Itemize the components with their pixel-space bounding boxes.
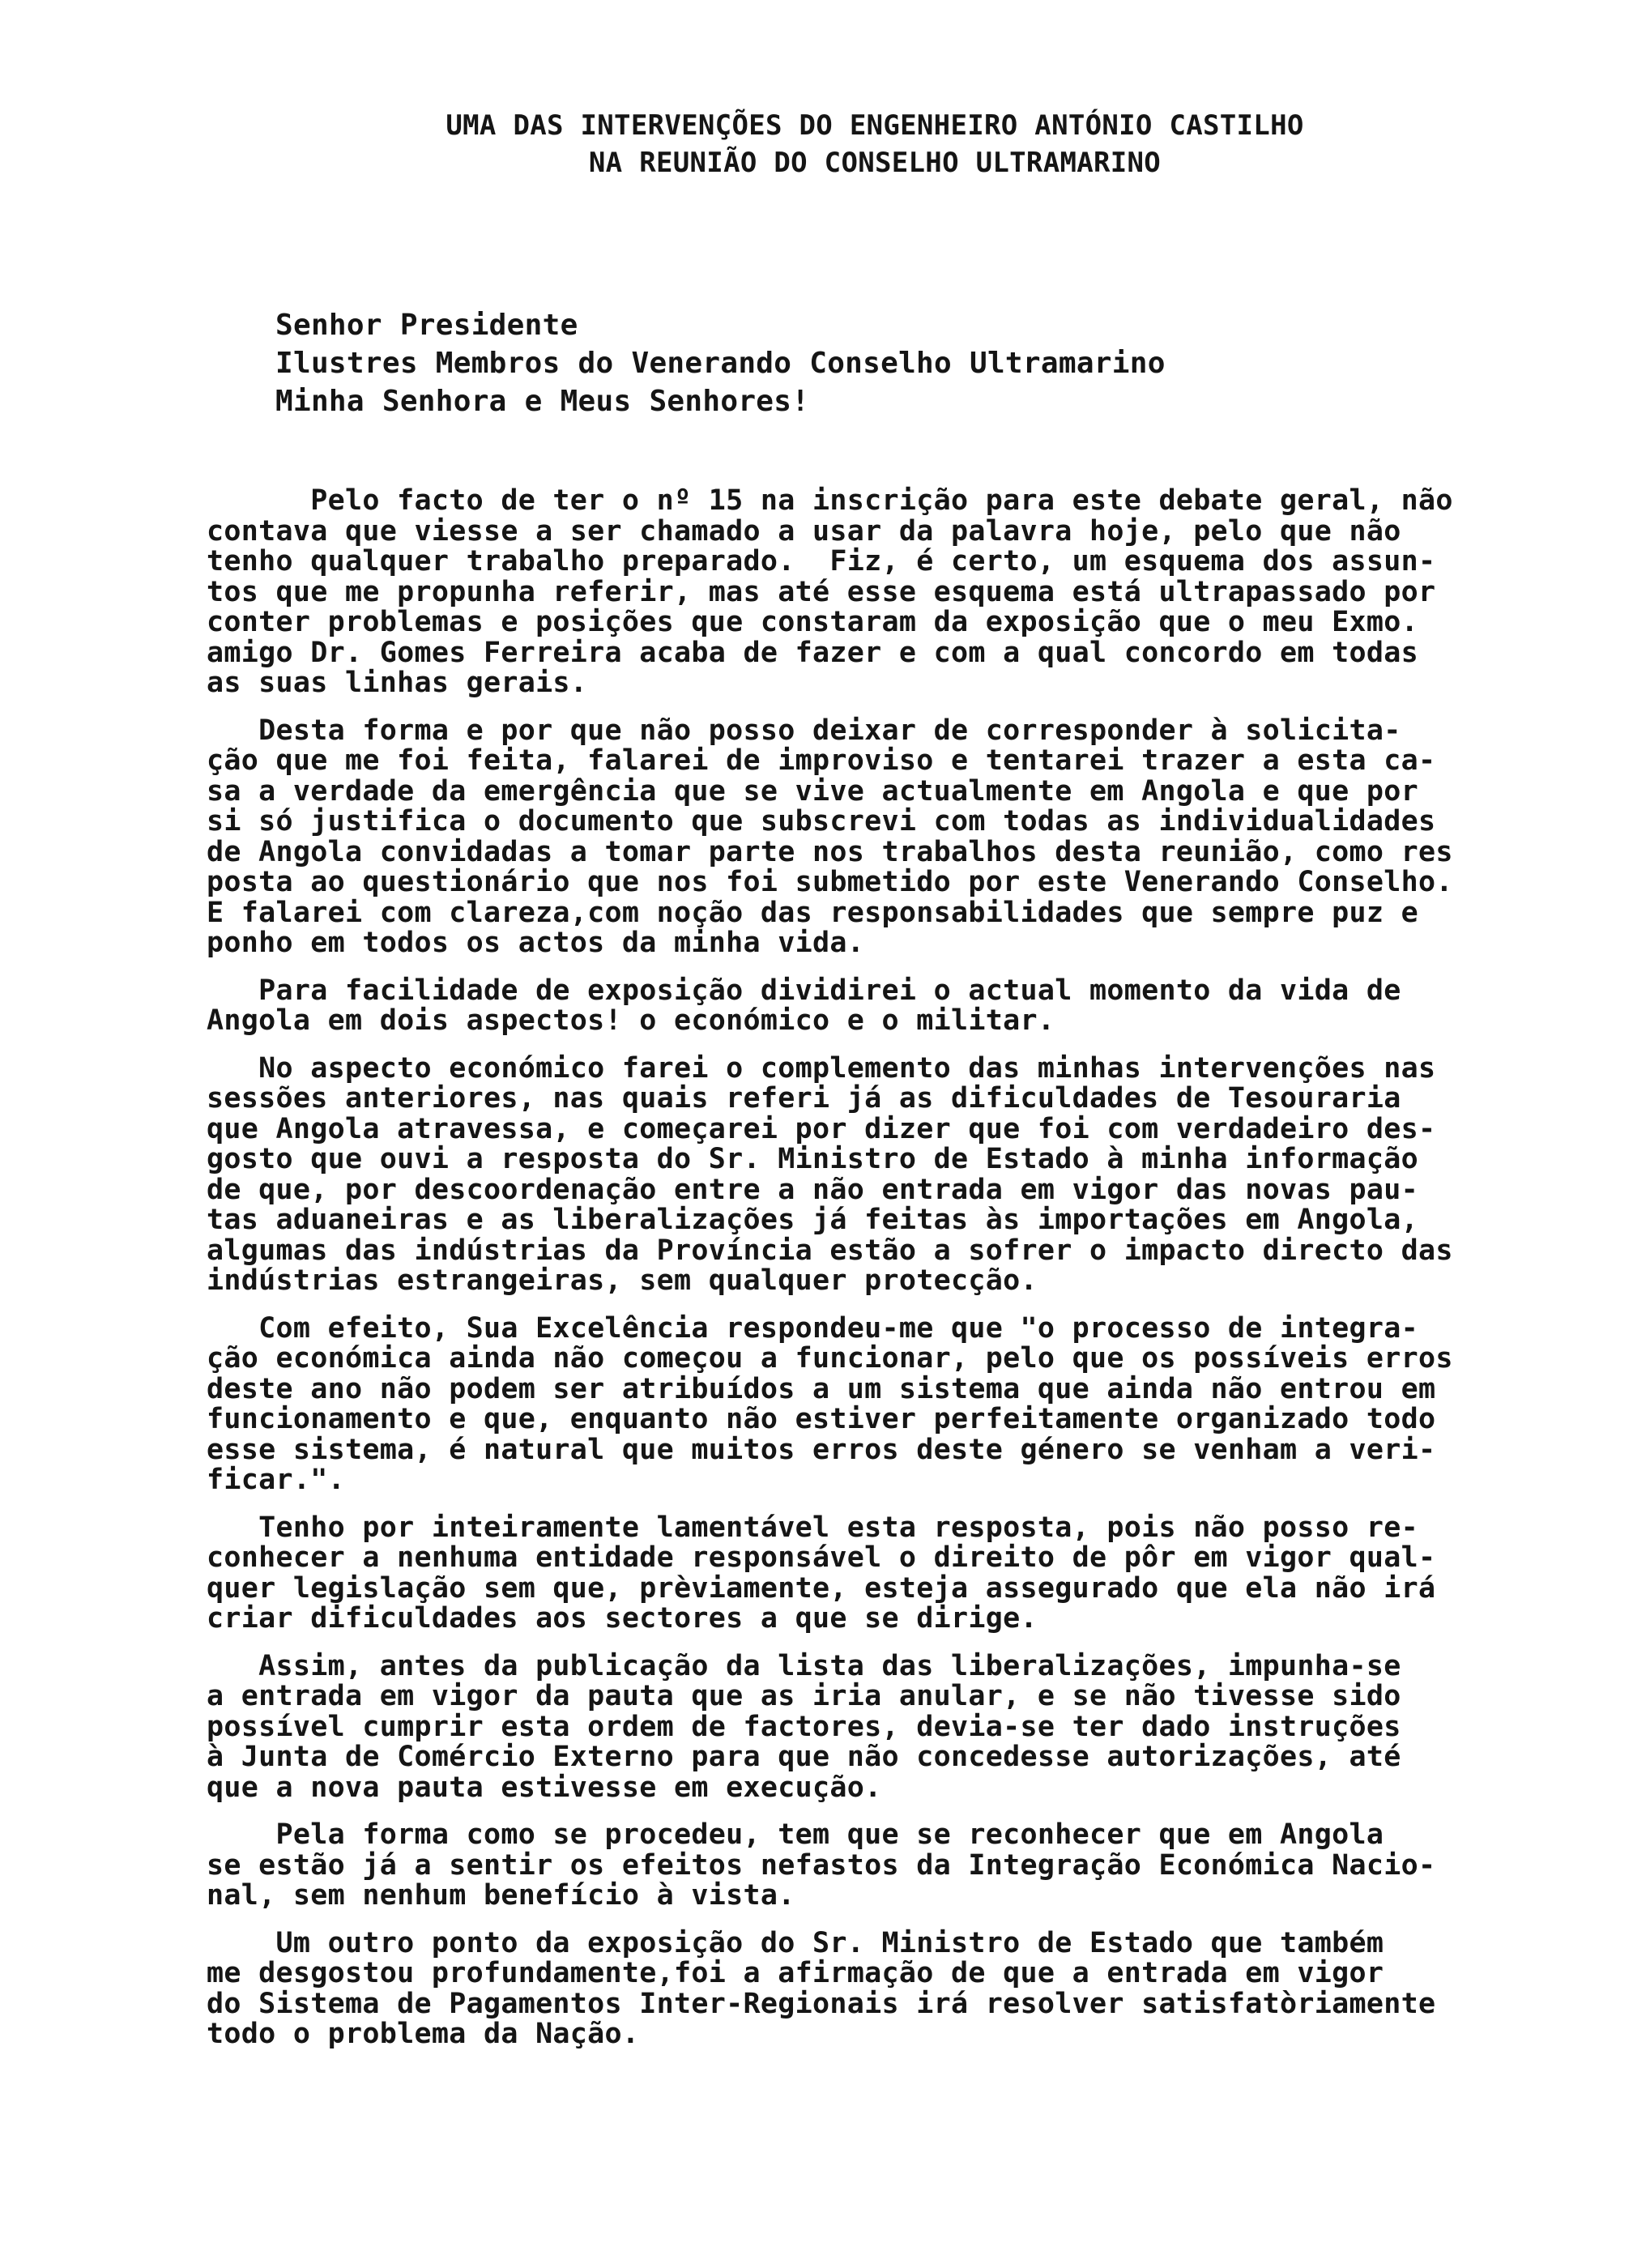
- text-line: E falarei com clareza,com noção das responsabilidades que sempre puz e: [207, 896, 1419, 929]
- paragraph: [207, 1649, 1567, 1804]
- text-line: sa a verdade da emergência que se vive actualmente em Angola e que por: [207, 774, 1419, 808]
- text-line: contava que viesse a ser chamado a usar da palavra hoje, pelo que não: [207, 514, 1401, 548]
- text-line: Com efeito, Sua Excelência respondeu-me que "o processo de integra-: [207, 1311, 1419, 1345]
- text-line: si só justifica o documento que subscrevi com todas as individualidades: [207, 805, 1436, 838]
- text-line: de Angola convidadas a tomar parte nos trabalhos desta reunião, como res: [207, 835, 1453, 868]
- text-line: amigo Dr. Gomes Ferreira acaba de fazer e com a qual concordo em todas: [207, 636, 1419, 669]
- text-line: de que, por descoordenação entre a não entrada em vigor das novas pau-: [207, 1173, 1419, 1206]
- title-line-1: UMA DAS INTERVENÇÕES DO ENGENHEIRO ANTÓNIO CASTILHO: [446, 109, 1304, 142]
- text-line: Tenho por inteiramente lamentável esta resposta, pois não posso re-: [207, 1511, 1419, 1544]
- text-line: Pelo facto de ter o nº 15 na inscrição para este debate geral, não: [207, 484, 1453, 517]
- text-line: que a nova pauta estivesse em execução.: [207, 1771, 882, 1804]
- text-line: tas aduaneiras e as liberalizações já feitas às importações em Angola,: [207, 1204, 1419, 1236]
- paragraph: [207, 1051, 1567, 1297]
- text-line: que Angola atravessa, e começarei por dizer que foi com verdadeiro des-: [207, 1112, 1436, 1145]
- text-line: No aspecto económico farei o complemento das minhas intervenções nas: [207, 1051, 1436, 1085]
- paragraph: [207, 976, 1567, 1037]
- text-line: nal, sem nenhum benefício à vista.: [207, 1879, 795, 1912]
- salutation-line-3: Minha Senhora e Meus Senhores!: [275, 385, 810, 418]
- text-line: a entrada em vigor da pauta que as iria anular, e se não tivesse sido: [207, 1680, 1401, 1712]
- text-line: ficar.".: [207, 1464, 345, 1496]
- paragraph: [207, 486, 1567, 699]
- salutation-line-1: Senhor Presidente: [275, 309, 578, 342]
- text-line: criar dificuldades aos sectores a que se dirige.: [207, 1602, 1038, 1635]
- text-line: Pela forma como se procedeu, tem que se reconhecer que em Angola: [207, 1818, 1384, 1851]
- text-line: me desgostou profundamente,foi a afirmação de que a entrada em vigor: [207, 1957, 1384, 1989]
- text-line: à Junta de Comércio Externo para que não concedesse autorizações, até: [207, 1741, 1401, 1773]
- text-line: as suas linhas gerais.: [207, 667, 588, 699]
- text-line: sessões anteriores, nas quais referi já as dificuldades de Tesouraria: [207, 1082, 1401, 1115]
- text-line: posta ao questionário que nos foi submetido por este Venerando Conselho.: [207, 866, 1453, 898]
- paragraph: [207, 1820, 1567, 1912]
- text-line: se estão já a sentir os efeitos nefastos da Integração Económica Nacio-: [207, 1848, 1436, 1882]
- text-line: ção que me foi feita, falarei de improviso e tentarei trazer a esta ca-: [207, 744, 1436, 777]
- text-line: indústrias estrangeiras, sem qualquer protecção.: [207, 1264, 1038, 1297]
- text-line: gosto que ouvi a resposta do Sr. Ministro de Estado à minha informação: [207, 1143, 1419, 1175]
- text-line: quer legislação sem que, prèviamente, esteja assegurado que ela não irá: [207, 1571, 1436, 1605]
- text-line: funcionamento e que, enquanto não estiver perfeitamente organizado todo: [207, 1403, 1436, 1435]
- text-line: todo o problema da Nação.: [207, 2018, 640, 2050]
- document-body: [207, 486, 1567, 2067]
- paragraph: [207, 1513, 1567, 1635]
- text-line: esse sistema, é natural que muitos erros deste género se venham a veri-: [207, 1433, 1436, 1466]
- text-line: conhecer a nenhuma entidade responsável o direito de pôr em vigor qual-: [207, 1541, 1436, 1574]
- text-line: Para facilidade de exposição dividirei o actual momento da vida de: [207, 974, 1401, 1007]
- text-line: deste ano não podem ser atribuídos a um sistema que ainda não entrou em: [207, 1372, 1436, 1405]
- text-line: Assim, antes da publicação da lista das liberalizações, impunha-se: [207, 1649, 1401, 1682]
- text-line: possível cumprir esta ordem de factores, devia-se ter dado instruções: [207, 1710, 1401, 1743]
- text-line: algumas das indústrias da Província estão a sofrer o impacto directo das: [207, 1234, 1453, 1267]
- text-line: conter problemas e posições que constaram da exposição que o meu Exmo.: [207, 606, 1419, 638]
- text-line: ponho em todos os actos da minha vida.: [207, 927, 865, 959]
- text-line: tenho qualquer trabalho preparado. Fiz, é certo, um esquema dos assun-: [207, 545, 1436, 578]
- salutation: [275, 306, 1166, 420]
- text-line: Desta forma e por que não posso deixar de corresponder à solicita-: [207, 714, 1401, 747]
- text-line: Angola em dois aspectos! o económico e o militar.: [207, 1004, 1055, 1037]
- text-line: do Sistema de Pagamentos Inter-Regionais irá resolver satisfatòriamente: [207, 1987, 1436, 2020]
- text-line: Um outro ponto da exposição do Sr. Ministro de Estado que também: [207, 1926, 1384, 1959]
- text-line: tos que me propunha referir, mas até esse esquema está ultrapassado por: [207, 575, 1436, 608]
- paragraph: [207, 1311, 1567, 1496]
- paragraph: [207, 1926, 1567, 2050]
- title-line-2: NA REUNIÃO DO CONSELHO ULTRAMARINO: [588, 147, 1162, 179]
- salutation-line-2: Ilustres Membros do Venerando Conselho Ultramarino: [275, 347, 1166, 380]
- paragraph: [207, 716, 1567, 959]
- text-line: ção económica ainda não começou a funcionar, pelo que os possíveis erros: [207, 1342, 1453, 1375]
- document-title: [267, 107, 1482, 181]
